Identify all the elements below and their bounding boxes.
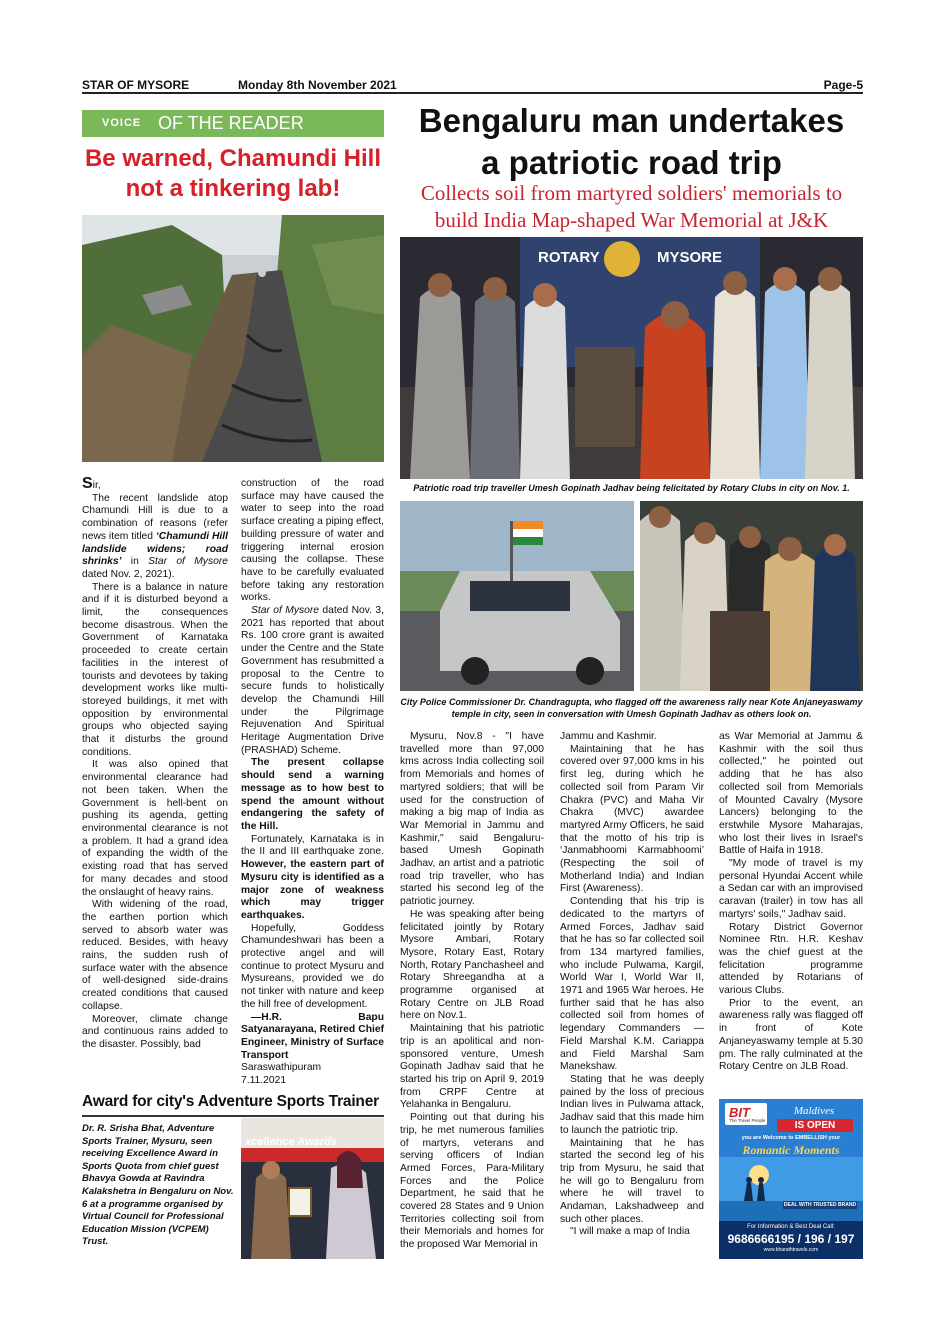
commissioner-caption: City Police Commissioner Dr. Chandragupta, who flagged off the awareness rally near Kote Anjaneyaswamy temple in city, seen in conversation with Umesh Gopinath Jadhav as others look on.: [400, 697, 863, 719]
rotary-banner-left: ROTARY: [538, 249, 600, 266]
of-the-reader-label: OF THE READER: [158, 113, 304, 133]
ad-contact: For Information & Best Deal Call: 9686666195 / 196 / 197 www.bharathtravels.com: [719, 1221, 863, 1259]
rally-car-photo: [400, 501, 634, 691]
bit-logo: BIT The Travel People: [725, 1103, 767, 1125]
landslide-photo: [82, 215, 384, 462]
rotary-banner-right: MYSORE: [657, 249, 723, 266]
felicitation-photo: [400, 237, 863, 479]
maldives-advertisement[interactable]: BIT The Travel People Maldives IS OPEN you are Welcome to EMBELLISH your Romantic Moments DEAL WITH TRUSTED BRAND For Information & Best Deal Call: 9686666195 / 196 / 197 www.bharathtravels.com: [719, 1099, 863, 1259]
story-column-1: Mysuru, Nov.8 - "I have travelled more than 97,000 kms across India collecting soil from Memorials and homes of martyred soldiers; that will be used for the construction of making a big map of India as War Memorial in Jammu and Kashmir," said Bengaluru-based Umesh Gopinath Jadhav, an artist and a patriotic road trip traveller, who has started his second leg of the patriotic journey. He was speaking after being felicitated jointly by Rotary Mysore Ambari, Rotary Mysore, Rotary East, Rotary North, Rotary Panchasheel and Rotary Shreegandha at a programme organised at Rotary Centre on JLB Road here on Nov.1. Maintaining that his patriotic trip is an apolitical and non-sponsored venture, Umesh Gopinath Jadhav said that he started his trip on April 9, 2019 from CRPF Centre at Yelahanka in Bengaluru. Pointing out that during his trip, he met numerous families of martyrs, veterans and serving officers of Indian Armed Forces, Para-Military Forces and the Police Department, he said that he covered 28 States and 9 Union Territories collecting soil from their Memorials and homes for the proposed War Memorial in: [400, 731, 544, 1251]
letter-signature: —H.R. Bapu Satyanarayana, Retired Chief Engineer, Ministry of Surface Transport: [241, 1011, 384, 1061]
story-column-3: as War Memorial at Jammu & Kashmir with the soil thus collected," he pointed out adding that he has also collected soil from Memorials of Mounted Cavalry (Mysore Lancers) belonging to the erstwhile Mysore Maharajas, who lost their lives in Israel's Battle of Haifa in 1918. "My mode of travel is my personal Hyundai Accent while a Sedan car with an improvised caravan (trailer) in tow has all martyrs' soils," Jadhav said. Rotary District Governor Nominee Rtn. H.R. Keshav was the chief guest at the felicitation programme attended by Rotarians of various Clubs. Prior to the event, an awareness rally was flagged off in front of Kote Anjaneyaswamy temple at 5.30 pm. The rally culminated at the Rotary Centre on JLB Road.: [719, 731, 863, 1073]
letter-column-2: construction of the road surface may have caused the water to seep into the road surface creating a piping effect, building pressure of water and triggering internal erosion causing the collapse. These have to be carefully evaluated before taking any restoration works. Star of Mysore dated Nov. 3, 2021 has reported that about Rs. 100 crore grant is awaited under the Centre and the State Government has resubmitted a proposal to the Centre to secure funds to holistically develop the Chamundi Hill under the Pilgrimage Rejuvenation And Spiritual Heritage Augmentation Drive (PRASHAD) Scheme. The present collapse should send a warning message as to how best to spend the amount without endangering the safety of the Hill. Fortunately, Karnataka is in the II and III earthquake zone. However, the eastern part of Mysuru city is identified as a major zone of weakness which may trigger earthquakes. Hopefully, Goddess Chamundeshwari has been a protective angel and will continue to protect Mysuru and Mysureans, provided we do not tinker with nature and keep the hill free of development. —H.R. Bapu Satyanarayana, Retired Chief Engineer, Ministry of Surface Transport Saraswathipuram 7.11.2021: [241, 478, 384, 1087]
story-column-2: Jammu and Kashmir. Maintaining that he has covered over 97,000 kms in his first leg, during which he collected soil from Param Vir Chakra (PVC) and Maha Vir Chakra (MVC) awardee martyred Army Officers, he said that the motto of his trip is ‘Janmabhoomi Karmabhoomi’ (Respecting the soil of Motherland India) and Indian First (Awareness). Contending that his trip is dedicated to the martyrs of Armed Forces, Jadhav said that he has so far collected soil from 134 martyred families, who include Pulwama, Kargil, World War I, World War II, 1971 and 1965 War heroes. He further said that he has also collected soil from homes of legendary Commanders — Field Marshal K.M. Cariappa and Field Marshal Sam Manekshaw. Stating that he was deeply pained by the loss of precious Indian lives in Pulwama attack, Jadhav said that this made him to launch the patriotic trip. Maintaining that he has started the second leg of his trip from Mysuru, he said that he will go to Bengaluru from where he will travel to Andaman, Lakshadweep and such other places. "I will make a map of India: [560, 731, 705, 1238]
issue-date: Monday 8th November 2021: [238, 78, 397, 92]
felicitation-caption: Patriotic road trip traveller Umesh Gopinath Jadhav being felicitated by Rotary Clubs in city on Nov. 1.: [413, 483, 850, 493]
story-subhead: Collects soil from martyred soldiers' memorials to build India Map-shaped War Memorial at J&K: [420, 181, 843, 232]
award-caption: Dr. R. Srisha Bhat, Adventure Sports Trainer, Mysuru, seen receiving Excellence Award in Sports Quota from chief guest Bhavya Gowda at Ravindra Kalakshetra in Bengaluru on Nov. 6 at a programme organised by Virtual Council for Professional Education Mission (VCPEM) Trust.: [82, 1123, 234, 1248]
letter-column-1: Sir, The recent landslide atop Chamundi Hill is due to a combination of reasons (refer news item titled ‘Chamundi Hill landslide widens; road shrinks’ in Star of Mysore dated Nov. 2, 2021). There is a balance in nature and if it is disturbed beyond a limit, the consequences become disastrous. When the Government of Karnataka proceeded to create certain facilities in the interest of tourists and devotees by taking development works like multi-storeyed buildings, it met with opposition by environmental groups who objected saying that it disturbs the ground conditions. It was also opined that environmental clearance had not been taken. When the Government is hell-bent on pushing its agenda, getting environmental clearance is not a problem. It had a grand idea of expanding the width of the existing road that has served for many decades and stood the onslaught of heavy rains. With widening of the road, the earthen portion which served to absorb water was reduced. Besides, with heavy rains, the sudden rush of surface water with the absence of well-designed side-drains created conditions that caused collapse. Moreover, climate change and continuous rains added to the disaster. Possibly, bad: [82, 475, 228, 1050]
story-headline: Bengaluru man undertakes a patriotic road trip: [418, 102, 845, 181]
beach-couple-illustration: [719, 1157, 863, 1221]
award-photo-banner: xcellence Awards: [245, 1136, 337, 1148]
page-number: Page-5: [823, 78, 863, 92]
masthead: [82, 76, 863, 94]
ad-phone[interactable]: 9686666195 / 196 / 197: [727, 1232, 855, 1246]
award-headline: Award for city's Adventure Sports Trainer: [82, 1093, 384, 1117]
letter-headline: Be warned, Chamundi Hill not a tinkering lab!: [84, 145, 382, 202]
voice-of-reader-banner: [82, 110, 384, 137]
voice-label: VOICE: [102, 117, 142, 129]
paper-name: STAR OF MYSORE: [82, 78, 190, 92]
award-photo: [241, 1118, 384, 1259]
commissioner-photo: [640, 501, 863, 691]
